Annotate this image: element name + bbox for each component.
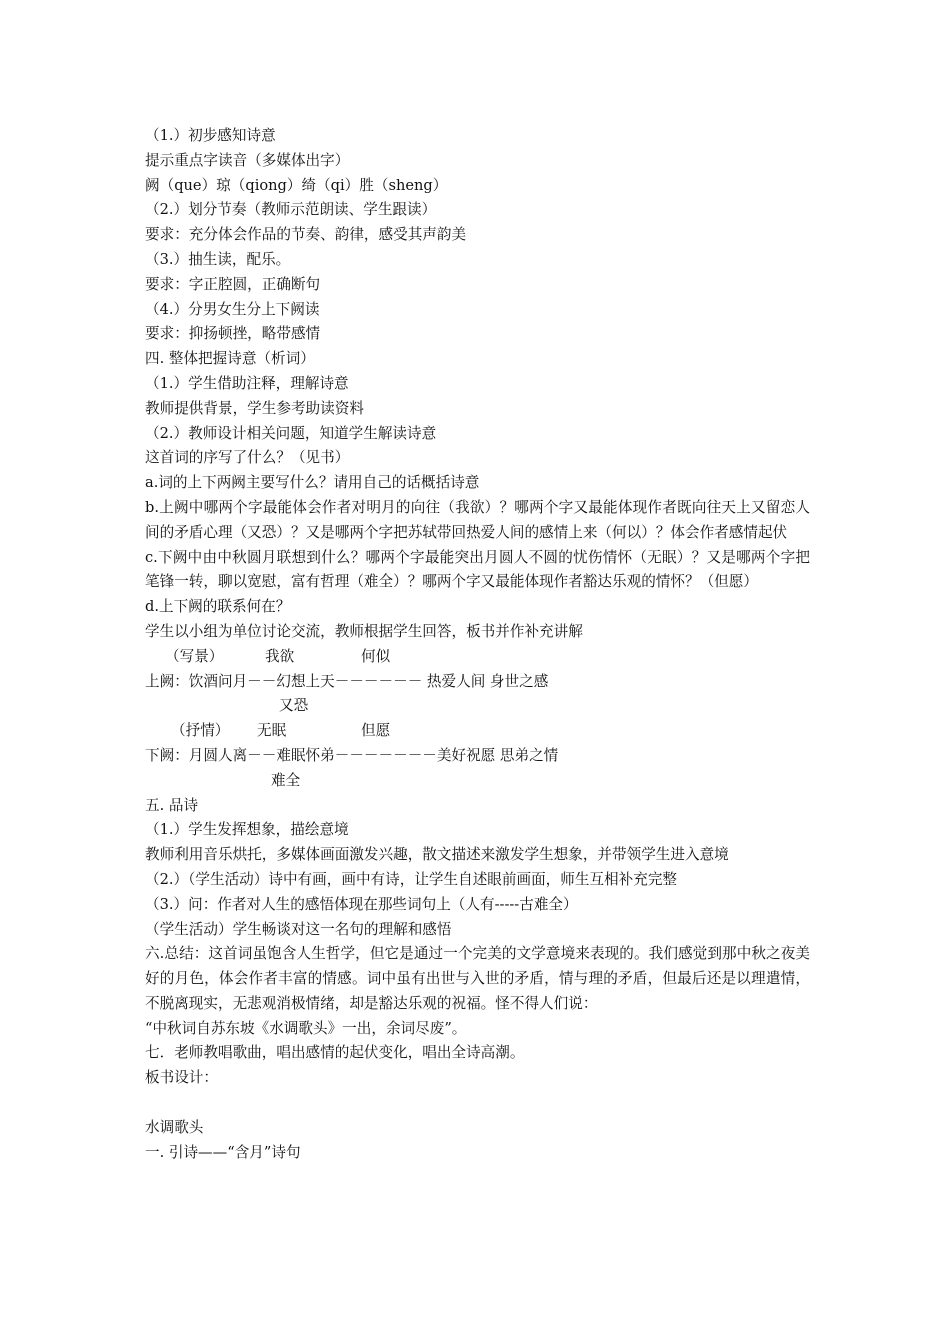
diagram-flow-line: 下阙：月圆人离－－难眠怀弟－－－－－－－美好祝愿 思弟之情 (145, 746, 559, 764)
diagram-row-lower-below (145, 769, 810, 794)
diagram-label: 又恐 (279, 697, 309, 715)
diagram-label: 无眠 (257, 722, 287, 740)
diagram-label: 何似 (361, 647, 391, 665)
text-line: 一. 引诗——“含月”诗句 (145, 1143, 301, 1161)
diagram-flow-line: 上阙：饮酒问月－－幻想上天－－－－－－ 热爱人间 身世之感 (145, 672, 549, 690)
text-line: （3.）问：作者对人生的感悟体现在那些词句上（人有-----古难全） (145, 895, 578, 913)
section-heading: 五. 品诗 (145, 796, 199, 814)
text-line: 学生以小组为单位讨论交流，教师根据学生回答，板书并作补充讲解 (145, 622, 583, 640)
text-line: （4.）分男女生分上下阙读 (145, 300, 320, 318)
text-line: 要求：充分体会作品的节奏、韵律，感受其声韵美 (145, 226, 467, 244)
text-line: （2.）教师设计相关问题，知道学生解读诗意 (145, 424, 437, 442)
text-line: （2.）划分节奏（教师示范朗读、学生跟读） (145, 201, 437, 219)
text-line: 这首词的序写了什么？（见书） (145, 449, 350, 467)
text-line: a.词的上下两阙主要写什么？请用自己的话概括诗意 (145, 474, 480, 492)
text-line: 教师利用音乐烘托，多媒体画面激发兴趣，散文描述来激发学生想象，并带领学生进入意境 (145, 846, 729, 864)
diagram-label: （写景） (165, 647, 224, 665)
document-body (145, 124, 810, 1165)
text-line: 要求：抑扬顿挫，略带感情 (145, 325, 321, 343)
board-diagram (145, 645, 810, 794)
text-line: （1.）学生发挥想象，描绘意境 (145, 821, 349, 839)
paragraph-summary: 六.总结：这首词虽饱含人生哲学，但它是通过一个完美的文学意境来表现的。我们感觉到那中秋之夜美好的月色，体会作者丰富的情感。词中虽有出世与入世的矛盾，情与理的矛盾，但最后还是以理遣情，不脱离现实，无悲观消极情绪，却是豁达乐观的祝福。怪不得人们说： (145, 945, 810, 1012)
blank-line (145, 1091, 810, 1116)
paragraph-b: b.上阙中哪两个字最能体会作者对明月的向往（我欲）？哪两个字又最能体现作者既向往天上又留恋人间的矛盾心理（又恐）？又是哪两个字把苏轼带回热爱人间的感情上来（何以）？体会作者感情起伏 (145, 498, 810, 541)
diagram-label: 我欲 (265, 647, 295, 665)
text-line: 七．老师教唱歌曲，唱出感情的起伏变化，唱出全诗高潮。 (145, 1044, 525, 1062)
text-line: （2.）（学生活动）诗中有画，画中有诗，让学生自述眼前画面，师生互相补充完整 (145, 870, 678, 888)
diagram-row-lower (145, 744, 810, 769)
text-line: （3.）抽生读，配乐。 (145, 250, 291, 268)
text-line: 提示重点字读音（多媒体出字） (145, 151, 350, 169)
text-line: d.上下阙的联系何在？ (145, 598, 291, 616)
diagram-label: 难全 (271, 771, 301, 789)
text-line: （1.）学生借助注释，理解诗意 (145, 374, 349, 392)
paragraph-c: c.下阙中由中秋圆月联想到什么？哪两个字最能突出月圆人不圆的忧伤情怀（无眠）？又是哪两个字把笔锋一转，聊以宽慰，富有哲理（难全）？哪两个字又最能体现作者豁达乐观的情怀？（但愿） (145, 548, 810, 591)
diagram-row-upper (145, 670, 810, 695)
text-line: （学生活动）学生畅谈对这一名句的理解和感悟 (145, 920, 452, 938)
text-line: 教师提供背景，学生参考助读资料 (145, 399, 364, 417)
text-line: 要求：字正腔圆，正确断句 (145, 275, 321, 293)
text-line: （1.）初步感知诗意 (145, 127, 276, 144)
board-title: 水调歌头 (145, 1118, 204, 1136)
text-line: 板书设计： (145, 1069, 218, 1087)
diagram-row-upper-below (145, 694, 810, 719)
diagram-label: 但愿 (361, 722, 391, 740)
diagram-label: （抒情） (171, 722, 230, 740)
diagram-row-lower-labels (145, 719, 810, 744)
quote-line: “中秋词自苏东坡《水调歌头》一出，余词尽废”。 (145, 1019, 467, 1037)
diagram-row-upper-labels (145, 645, 810, 670)
section-heading: 四. 整体把握诗意（析词） (145, 350, 315, 368)
text-line: 阙（que）琼（qiong）绮（qi）胜（sheng） (145, 176, 448, 194)
